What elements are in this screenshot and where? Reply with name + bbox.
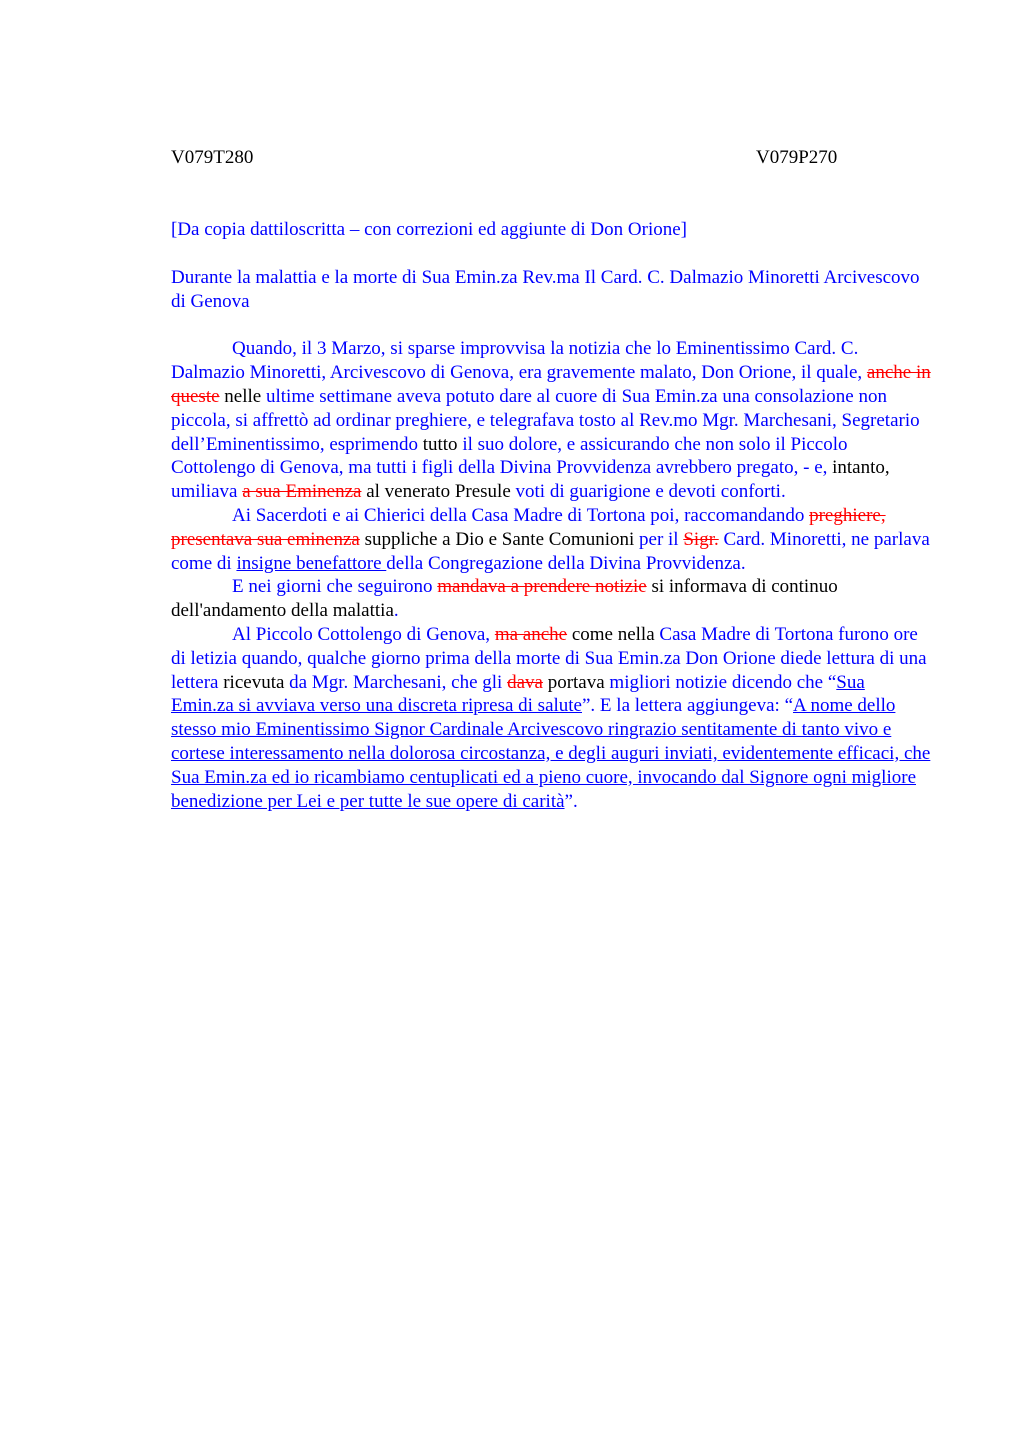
added-text: da Mgr. Marchesani, che gli (284, 671, 508, 693)
deleted-text: Sigr. (683, 528, 719, 550)
added-text: il suo dolore, e assicurando che non solo il Piccolo Cottolengo di Genova, ma tutti i figli della Divina Provvidenza avrebbero pregato, - e, (171, 433, 848, 479)
deleted-text: preghiere, presentava sua eminenza (171, 504, 886, 550)
added-text: Casa Madre di Tortona furono ore di letizia quando, qualche giorno prima della morte di Sua Emin.za Don Orione diede lettura di una lettera (171, 623, 927, 693)
added-text: ”. (564, 790, 578, 812)
original-text: suppliche a Dio e Sante Comunioni (359, 528, 635, 550)
original-text: si informava di continuo dell'andamento della malattia (171, 576, 838, 622)
original-text: al venerato Presule (361, 481, 511, 503)
source-note: [Da copia dattiloscritta – con correzioni ed aggiunte di Don Orione] (171, 219, 687, 240)
added-text: per il (634, 528, 684, 550)
added-text: Card. Minoretti, ne parlava come di (171, 528, 930, 574)
paragraph (171, 623, 931, 813)
original-text: nelle (219, 385, 262, 407)
deleted-text: ma anche (494, 623, 568, 645)
underlined-quote: A nome dello stesso mio Eminentissimo Signor Cardinale Arcivescovo ringrazio sentitamente di tanto vivo e cortese interessamento nella dolorosa circostanza, e degli auguri inviati, evidentemente efficaci, che Sua Emin.za ed io ricambiamo centuplicati ed a pieno cuore, invocando dal Signore ogni migliore benedizione per Lei e per tutte le sue opere di carità (171, 695, 931, 812)
document-code-left: V079T280 (171, 147, 254, 168)
paragraph (171, 504, 931, 575)
added-text: . (393, 600, 399, 622)
original-text: tutto (422, 433, 458, 455)
document-body (171, 337, 931, 813)
underlined-quote: Sua Emin.za si avviava verso una discreta ripresa di salute (171, 671, 865, 717)
page-header (171, 146, 931, 170)
added-text: ultime settimane aveva potuto dare al cuore di Sua Emin.za una consolazione non piccola, si affrettò ad ordinar preghiere, e telegrafava tosto al Rev.mo Mgr. Marchesani, Segretario dell’Eminentissimo, esprimendo (171, 385, 920, 455)
original-text: come nella (567, 623, 655, 645)
added-text: umiliava (171, 481, 243, 503)
added-text: Al Piccolo Cottolengo di Genova, (232, 623, 495, 645)
deleted-text: a sua Eminenza (242, 481, 362, 503)
deleted-text: dava (507, 671, 543, 693)
deleted-text: anche in queste (171, 362, 931, 407)
added-text: ”. E la lettera aggiungeva: “ (582, 695, 794, 717)
added-text: migliori notizie dicendo che “ (604, 671, 837, 693)
added-text: Quando, il 3 Marzo, si sparse improvvisa la notizia che lo Eminentissimo Card. C. Dalmazio Minoretti, Arcivescovo di Genova, era gravemente malato, Don Orione, il quale, (171, 338, 867, 384)
document-page (171, 146, 931, 813)
document-code-right: V079P270 (756, 147, 838, 168)
original-text: intanto, (827, 457, 890, 479)
paragraph (171, 337, 931, 504)
added-text: Ai Sacerdoti e ai Chierici della Casa Madre di Tortona poi, raccomandando (232, 504, 810, 526)
deleted-text: mandava a prendere notizie (437, 576, 647, 598)
original-text: portava (542, 671, 605, 693)
document-title: Durante la malattia e la morte di Sua Emin.za Rev.ma Il Card. C. Dalmazio Minoretti Arcivescovo di Genova (171, 266, 920, 312)
original-text: ricevuta (223, 671, 285, 693)
paragraph (171, 575, 931, 623)
added-text: E nei giorni che seguirono (232, 576, 438, 598)
added-text: della Congregazione della Divina Provvidenza. (386, 552, 746, 574)
underlined-quote: insigne benefattore (236, 552, 387, 574)
added-text: voti di guarigione e devoti conforti. (510, 481, 786, 503)
